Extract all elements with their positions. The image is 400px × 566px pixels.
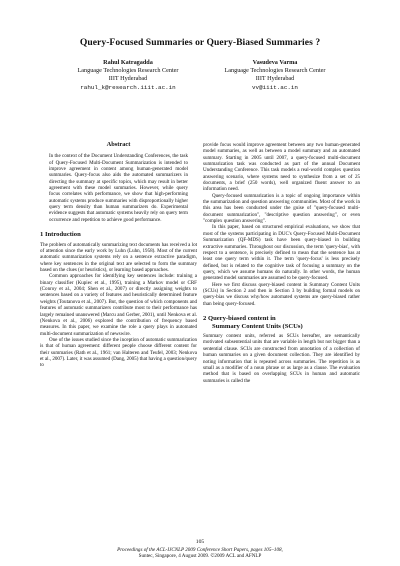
abstract-heading: Abstract bbox=[106, 141, 131, 148]
author-1-affiliation: Language Technologies Research Center bbox=[77, 67, 179, 75]
section-2-heading-line-2: Summary Content Units (SCUs) bbox=[212, 322, 303, 330]
proceedings-line: Proceedings of the ACL-IJCNLP 2009 Conference Short Papers, pages 105–108, bbox=[117, 547, 283, 553]
author-2-institution: IIIT Hyderabad bbox=[255, 75, 295, 83]
right-column bbox=[203, 142, 360, 384]
author-1-name: Rahul Katragadda bbox=[103, 59, 153, 66]
right-paragraph-3: In this paper, based on structured empirical evaluations, we show that most of the systems participating in DUC's Query-Focused Multi-Document Summarization (QF-MDS) task have been query-biased in building extractive summaries. Throughout our discussion, the term 'query-bias', with respect to a sentence, is precisely defined to mean that the sentence has at least one query term within it. The term 'query-focus' is less precisely defined, but is related to the cognitive task of focusing a summary on the query, which we assume humans do naturally. In other words, the human generated model summaries are assumed to be query-focused. bbox=[203, 224, 360, 282]
left-column bbox=[40, 142, 197, 369]
author-1-email: rahul_k@research.iiit.ac.in bbox=[80, 83, 176, 91]
paper-title: Query-Focused Summaries or Query-Biased Summaries ? bbox=[79, 37, 321, 48]
venue-line: Suntec, Singapore, 4 August 2009. ©2009 ACL and AFNLP bbox=[138, 553, 262, 559]
right-paragraph-2: Query-focused summarization is a topic of ongoing importance within the summarization and question answering communities. Most of the work in this area has been conducted under the guise of "query-focused multi-document summarization", "descriptive question answering", or even "complex question answering". bbox=[203, 192, 360, 225]
author-2-affiliation: Language Technologies Research Center bbox=[224, 67, 326, 75]
author-1 bbox=[53, 59, 203, 92]
section-2-heading-line-1: 2 Query-biased content in bbox=[203, 314, 276, 322]
author-1-institution: IIIT Hyderabad bbox=[108, 75, 148, 83]
section-2-heading bbox=[203, 315, 360, 330]
intro-paragraph-2: Common approaches for identifying key sentences include: training a binary classifier (Kupiec et al., 1995), training a Markov model or CRF (Conroy et al., 2004; Shen et al., 2007) or directly assigning weights to sentences based on a variety of features and heuristically determined feature weights (Toutanova et al., 2007). But, the question of which components and features of automatic summarizers contribute most to their performance has largely remained unanswered (Marcu and Gerber, 2001), until Nenkova et al. (Nenkova et al., 2006) explored the contribution of frequency based measures. In this paper, we examine the role a query plays in automated multi-document summarization of newswire. bbox=[40, 273, 197, 337]
section-1-heading: 1 Introduction bbox=[40, 231, 81, 239]
page-number: 105 bbox=[195, 539, 205, 545]
intro-paragraph-3: One of the issues studied since the inception of automatic summarization is that of human agreement: different people choose different content for their summaries (Rath et al., 1961; van Halteren and Teufel, 2003; Nenkova et al., 2007). Later, it was assumed (Dang, 2005) that having a question/query to bbox=[40, 336, 197, 369]
author-block bbox=[0, 59, 400, 103]
author-2-name: Vasudeva Varma bbox=[252, 59, 298, 66]
author-2-email: vv@iiit.ac.in bbox=[252, 83, 298, 91]
right-paragraph-5: Summary content units, referred as SCUs hereafter, are semantically motivated subsentential units that are variable in length but not bigger than a sentential clause. SCUs are constructed from annotation of a collection of human summaries on a given document collection. They are identified by noting information that is repeated across summaries. The repetition is as small as a modifier of a noun phrase or as large as a clause. The evaluation method that is based on overlapping SCUs in human and automatic summaries is called the bbox=[203, 333, 360, 384]
abstract-text: In the context of the Document Understanding Conferences, the task of Query-Focused Multi-Document Summarization is intended to improve agreement in content among human-generated model summaries. Query-focus also aids the automated summarizers in directing the summary at specific topics, which may result in better agreement with these model summaries. However, while query focus correlates with performance, we show that high-performing automatic systems produce summaries with disproportionally higher query term density than human summarizers do. Experimental evidence suggests that automatic systems heavily rely on query term occurrence and repetition to achieve good performance. bbox=[49, 153, 188, 223]
intro-paragraph-1: The problem of automatically summarizing text documents has received a lot of attention since the early work by Luhn (Luhn, 1958). Most of the current automatic summarization systems rely on a sentence extractive paradigm, where key sentences in the original text are selected to form the summary based on the clues (or heuristics), or learning based approaches. bbox=[40, 241, 197, 274]
right-paragraph-4: Here we first discuss query-biased content in Summary Content Units (SCUs) in Section 2 and then in Section 3 by building formal models on query-bias we discuss why/how automated systems are query-biased rather than being query-focused. bbox=[203, 281, 360, 307]
author-2 bbox=[200, 59, 350, 92]
right-paragraph-1: provide focus would improve agreement between any two human-generated model summaries, as well as between a model summary and an automated summary. Starting in 2005 until 2007, a query-focused multi-document summarization task was conducted as part of the annual Document Understanding Conference. This task models a real-world complex question answering scenario, where systems need to synthesize from a set of 25 documents, a brief (250 words), well organized fluent answer to an information need. bbox=[203, 142, 360, 193]
